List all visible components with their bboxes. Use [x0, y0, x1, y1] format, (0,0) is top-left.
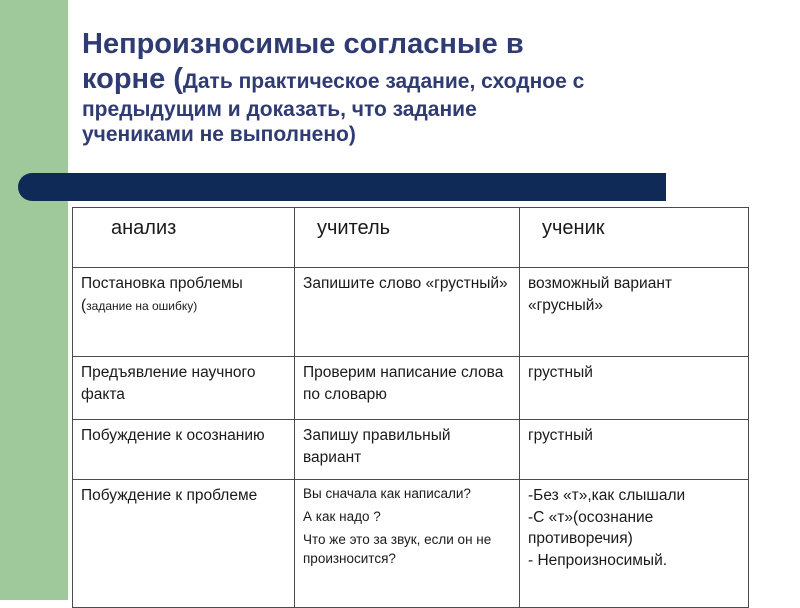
- cell-teacher: Запишите слово «грустный»: [295, 268, 520, 357]
- cell-student: грустный: [520, 420, 749, 480]
- cell-analysis: Побуждение к осознанию: [73, 420, 295, 480]
- cell-student: [520, 480, 749, 608]
- title-line-1: Непроизносимые согласные в: [82, 28, 524, 60]
- title-line-4: учениками не выполнено): [82, 122, 356, 146]
- title-line-2-big: корне (: [82, 62, 183, 95]
- decorative-bar: [18, 173, 666, 201]
- student-answer-1: -Без «т»,как слышали: [528, 487, 686, 504]
- cell-teacher: Проверим написание слова по словарю: [295, 357, 520, 420]
- table-row: [73, 357, 749, 420]
- teacher-question-3: Что же это за звук, если он не произносится?: [303, 532, 492, 566]
- slide-title: [82, 27, 782, 147]
- header-student: ученик: [520, 208, 749, 268]
- table-row: [73, 420, 749, 480]
- student-answer-3: - Непроизносимый.: [528, 552, 668, 570]
- table-row: [73, 268, 749, 357]
- left-green-accent: [0, 0, 68, 600]
- analysis-text: Постановка проблемы (: [81, 275, 243, 314]
- teacher-question-1: Вы сначала как написали?: [303, 486, 471, 501]
- cell-analysis: [73, 268, 295, 357]
- title-line-3: предыдущим и доказать, что задание: [82, 97, 477, 121]
- cell-student: возможный вариант «грусный»: [520, 268, 749, 357]
- table-row: [73, 480, 749, 608]
- cell-analysis: Предъявление научного факта: [73, 357, 295, 420]
- title-line-2-small: Дать практическое задание, сходное с: [182, 69, 585, 93]
- cell-analysis: Побуждение к проблеме: [73, 480, 295, 608]
- header-teacher: учитель: [295, 208, 520, 268]
- teacher-question-2: А как надо ?: [303, 509, 381, 525]
- cell-student: грустный: [520, 357, 749, 420]
- analysis-note: задание на ошибку): [86, 298, 198, 313]
- student-answer-2: -С «т»(осознание противоречия): [528, 508, 654, 548]
- table-header-row: [73, 208, 749, 268]
- header-analysis: анализ: [73, 208, 295, 268]
- cell-teacher: [295, 480, 520, 608]
- cell-teacher: Запишу правильный вариант: [295, 420, 520, 480]
- lesson-table: [72, 207, 749, 608]
